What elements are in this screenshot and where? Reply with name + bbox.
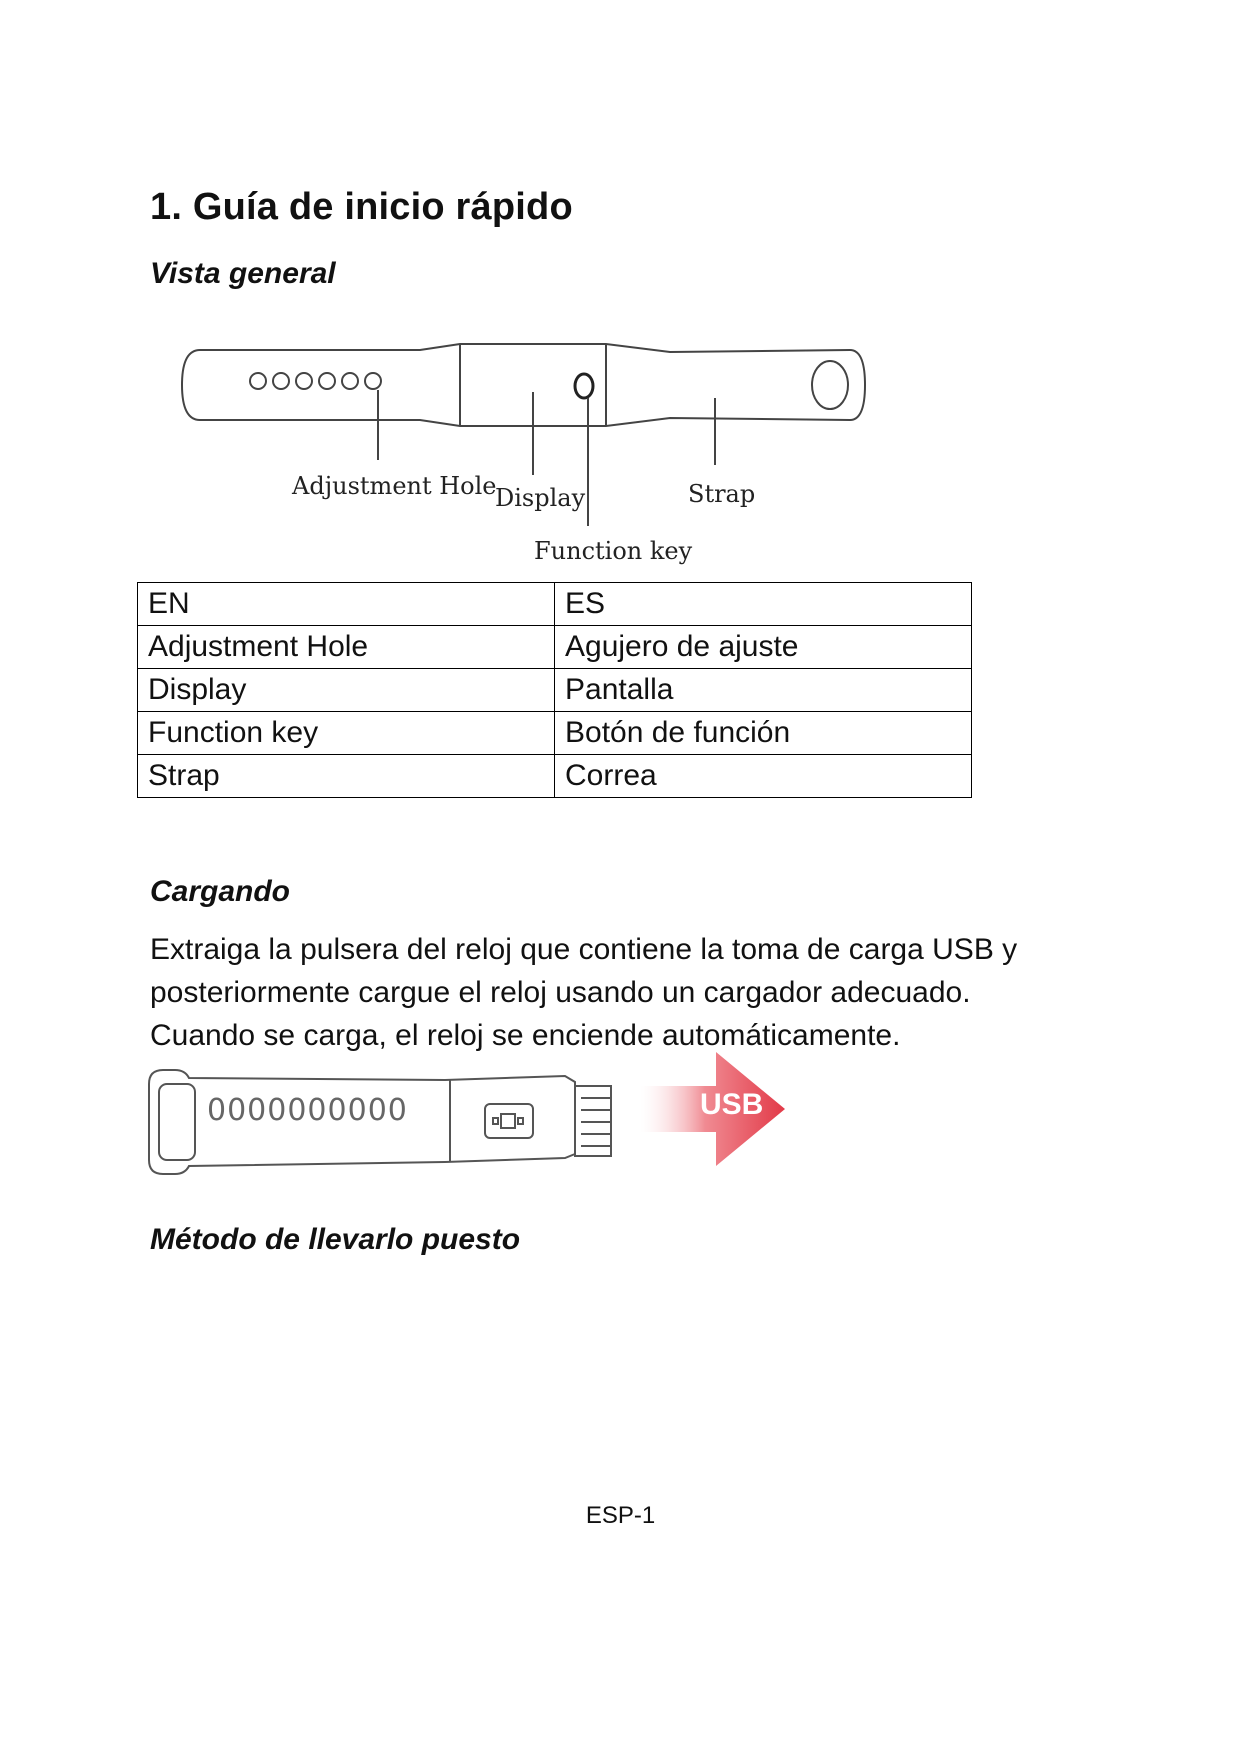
function-key-icon: [575, 374, 593, 398]
charging-line: Cuando se carga, el reloj se enciende automáticamente.: [150, 1019, 901, 1052]
table-cell-es: Correa: [555, 755, 972, 798]
table-cell-en: Function key: [138, 712, 555, 755]
table-row: [138, 755, 972, 798]
table-cell-en: Display: [138, 669, 555, 712]
table-header-row: [138, 583, 972, 626]
translation-table: [137, 582, 972, 798]
charging-line: Extraiga la pulsera del reloj que contiene la toma de carga USB y: [150, 933, 1018, 966]
wearing-heading: Método de llevarlo puesto: [150, 1223, 521, 1256]
label-adjustment-hole: Adjustment Hole: [292, 472, 497, 500]
charging-heading: Cargando: [150, 875, 291, 908]
table-cell-es: Pantalla: [555, 669, 972, 712]
table-cell-es: Botón de función: [555, 712, 972, 755]
table-cell-es: Agujero de ajuste: [555, 626, 972, 669]
table-row: [138, 712, 972, 755]
charging-band-holes: 0000000000: [207, 1093, 408, 1128]
charging-paragraph: [150, 928, 1110, 1057]
band-diagram: [170, 330, 890, 580]
table-cell-en: Adjustment Hole: [138, 626, 555, 669]
usb-arrow-label: USB: [700, 1088, 764, 1121]
overview-heading: Vista general: [150, 257, 336, 290]
page-title: 1. Guía de inicio rápido: [150, 186, 573, 228]
table-row: [138, 626, 972, 669]
table-cell-en: Strap: [138, 755, 555, 798]
strap-loop: [812, 361, 848, 409]
adjustment-holes: [250, 373, 381, 389]
charging-band-loop: [159, 1084, 195, 1160]
label-strap: Strap: [688, 480, 756, 508]
table-header-es: ES: [555, 583, 972, 626]
page-number: ESP-1: [585, 1502, 656, 1529]
table-row: [138, 669, 972, 712]
band-outline: [182, 344, 865, 426]
label-display: Display: [495, 484, 586, 512]
label-function-key: Function key: [534, 537, 693, 565]
charging-line: posteriormente cargue el reloj usando un cargador adecuado.: [150, 976, 971, 1009]
table-header-en: EN: [138, 583, 555, 626]
